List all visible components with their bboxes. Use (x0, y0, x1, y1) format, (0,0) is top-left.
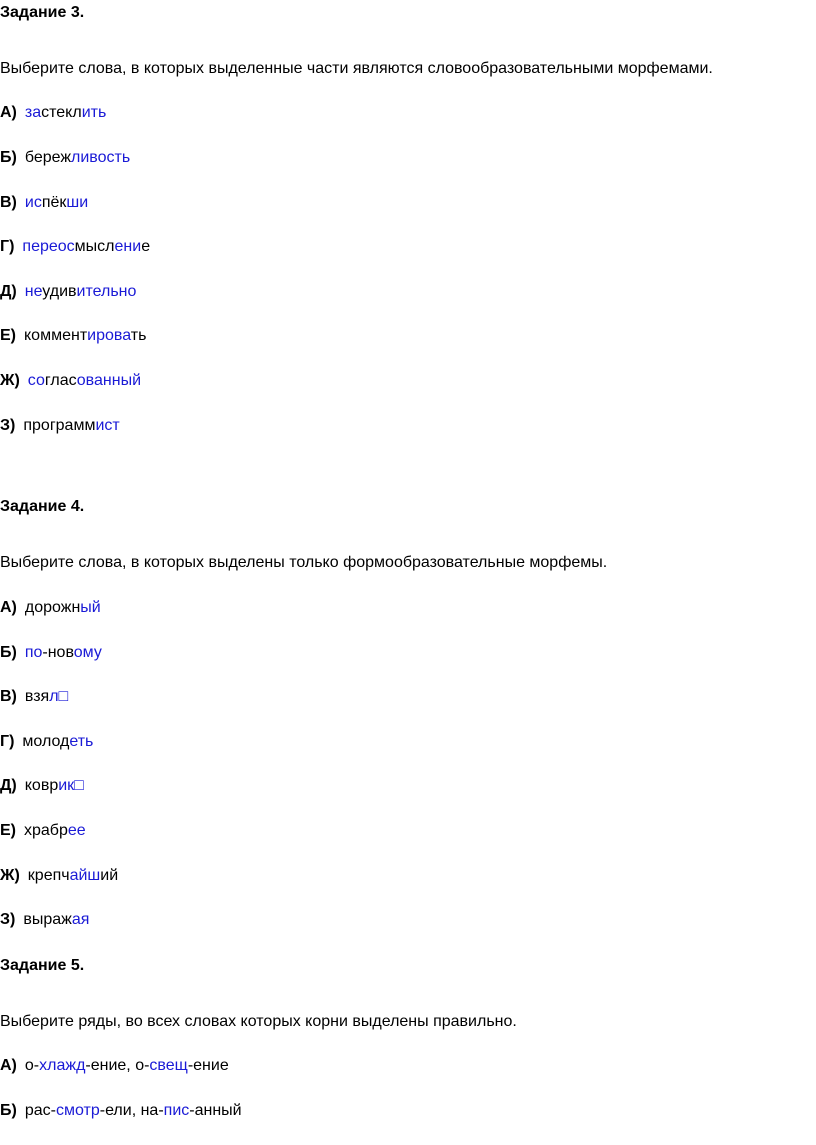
option-label: А) (0, 104, 17, 121)
option-word (24, 327, 146, 344)
word-part: ий (100, 867, 119, 884)
word-part: -анный (189, 1102, 242, 1119)
option-label: Ж) (0, 867, 20, 884)
word-part: программ (23, 417, 96, 434)
option-label: А) (0, 599, 17, 616)
highlighted-morpheme: ый (80, 599, 101, 616)
option-label: Е) (0, 327, 16, 344)
word-part: -нов (42, 644, 74, 661)
highlighted-morpheme: ительно (76, 283, 137, 300)
highlighted-morpheme: ливость (71, 149, 131, 166)
highlighted-morpheme: переос (22, 238, 75, 255)
highlighted-morpheme: за (24, 104, 42, 121)
word-part: береж (24, 149, 72, 166)
highlighted-morpheme: л□ (49, 688, 69, 705)
task3-option (0, 371, 141, 391)
option-label: В) (0, 194, 17, 211)
word-part: пёк (41, 194, 67, 211)
option-word (25, 194, 88, 211)
option-word (24, 822, 86, 839)
task3-option (0, 148, 130, 168)
highlighted-morpheme: еть (69, 733, 94, 750)
option-word (25, 688, 68, 705)
highlighted-morpheme: ее (67, 822, 86, 839)
option-label: З) (0, 417, 16, 434)
task3-option (0, 237, 150, 257)
task4-option (0, 687, 68, 707)
task4-instruction: Выберите слова, в которых выделены только формообразовательные морфемы. (0, 554, 608, 571)
highlighted-morpheme: ени (114, 238, 142, 255)
word-part: удив (42, 283, 77, 300)
word-part: -ели, на- (99, 1102, 164, 1119)
option-label: Ж) (0, 372, 20, 389)
option-word (25, 599, 101, 616)
option-word (25, 1057, 229, 1074)
highlighted-morpheme: по (24, 644, 43, 661)
option-word (23, 911, 89, 928)
word-part: дорожн (24, 599, 81, 616)
task3-option (0, 416, 120, 436)
task3-option (0, 326, 146, 346)
task3-option (0, 282, 136, 302)
task4-option (0, 866, 118, 886)
word-part: стекл (41, 104, 82, 121)
word-part: коммент (24, 327, 88, 344)
word-part: взя (24, 688, 50, 705)
option-label: Б) (0, 149, 17, 166)
word-part: о- (24, 1057, 40, 1074)
option-label: А) (0, 1057, 17, 1074)
word-part: ть (130, 327, 147, 344)
highlighted-morpheme: свещ (149, 1057, 188, 1074)
option-word (25, 149, 130, 166)
highlighted-morpheme: ик□ (58, 777, 84, 794)
highlighted-morpheme: ая (71, 911, 90, 928)
option-label: Г) (0, 733, 15, 750)
task4-option (0, 910, 89, 930)
task4-option (0, 643, 102, 663)
option-label: З) (0, 911, 16, 928)
task4-heading: Задание 4. (0, 498, 85, 515)
highlighted-morpheme: пис (163, 1102, 190, 1119)
highlighted-morpheme: ис (24, 194, 42, 211)
highlighted-morpheme: айш (69, 867, 101, 884)
word-part: е (141, 238, 151, 255)
highlighted-morpheme: ирова (87, 327, 131, 344)
word-part: выраж (23, 911, 72, 928)
task3-heading: Задание 3. (0, 4, 85, 21)
task4-option (0, 821, 86, 841)
option-word (25, 104, 106, 121)
option-label: Б) (0, 644, 17, 661)
option-word (25, 283, 137, 300)
option-label: Б) (0, 1102, 17, 1119)
task3-option (0, 103, 106, 123)
task5-option (0, 1101, 242, 1121)
option-word (22, 733, 93, 750)
option-label: Д) (0, 283, 17, 300)
option-label: Г) (0, 238, 15, 255)
option-word (22, 238, 150, 255)
highlighted-morpheme: ому (73, 644, 102, 661)
highlighted-morpheme: ованный (76, 372, 142, 389)
highlighted-morpheme: ши (66, 194, 89, 211)
highlighted-morpheme: ист (95, 417, 120, 434)
highlighted-morpheme: ить (81, 104, 107, 121)
task5-heading: Задание 5. (0, 957, 85, 974)
task4-option (0, 732, 93, 752)
highlighted-morpheme: смотр (55, 1102, 100, 1119)
word-part: ковр (24, 777, 59, 794)
option-word (23, 417, 119, 434)
option-word (25, 644, 102, 661)
word-part: крепч (27, 867, 70, 884)
highlighted-morpheme: хлажд (39, 1057, 86, 1074)
option-word (28, 867, 118, 884)
word-part: глас (44, 372, 77, 389)
task3-instruction: Выберите слова, в которых выделенные части являются словообразовательными морфемами. (0, 60, 713, 77)
task5-option (0, 1056, 229, 1076)
word-part: мысл (74, 238, 115, 255)
highlighted-morpheme: не (24, 283, 43, 300)
option-word (25, 1102, 242, 1119)
option-label: Д) (0, 777, 17, 794)
word-part: рас- (24, 1102, 56, 1119)
highlighted-morpheme: со (27, 372, 45, 389)
word-part: молод (22, 733, 70, 750)
word-part: -ение (187, 1057, 229, 1074)
word-part: -ение, о- (85, 1057, 150, 1074)
task5-instruction: Выберите ряды, во всех словах которых корни выделены правильно. (0, 1013, 517, 1030)
option-word (25, 777, 84, 794)
task4-option (0, 598, 101, 618)
task3-option (0, 193, 88, 213)
option-label: Е) (0, 822, 16, 839)
option-word (28, 372, 141, 389)
task4-option (0, 776, 84, 796)
word-part: храбр (24, 822, 68, 839)
option-label: В) (0, 688, 17, 705)
